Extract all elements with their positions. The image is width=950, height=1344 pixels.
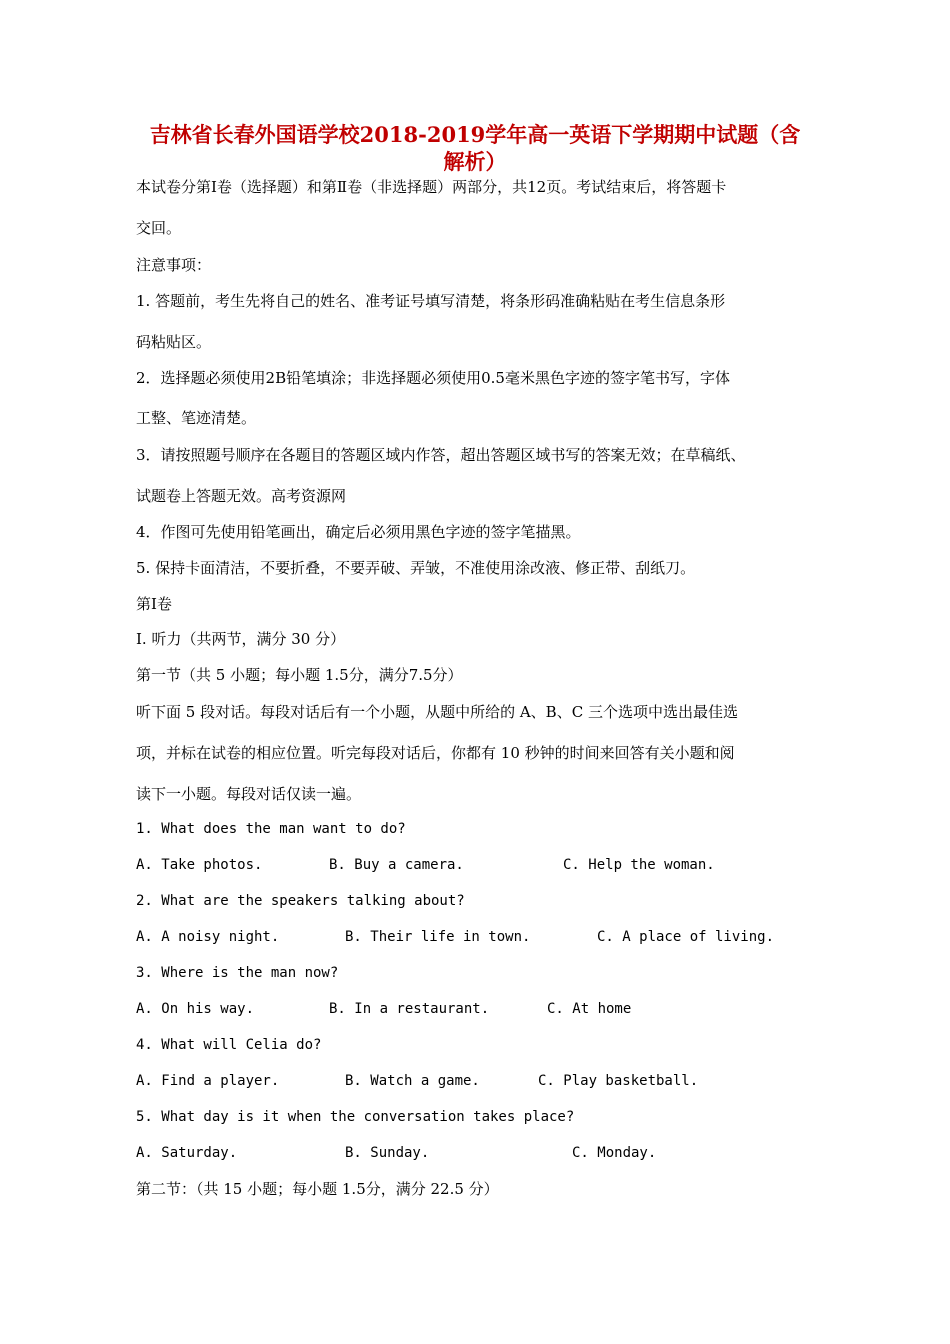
- q2-option-b: B. Their life in town.: [345, 929, 531, 945]
- q1-option-c: C. Help the woman.: [563, 857, 715, 873]
- q5-option-c: C. Monday.: [572, 1145, 657, 1161]
- note-1-line-2: 码粘贴区。: [136, 333, 212, 351]
- note-3-line-1: 3．请按照题号顺序在各题目的答题区域内作答，超出答题区域书写的答案无效；在草稿纸、: [136, 446, 746, 464]
- section-1-heading: 第一节（共 5 小题；每小题 1.5分，满分7.5分）: [136, 666, 463, 684]
- instructions-line-2: 项，并标在试卷的相应位置。听完每段对话后，你都有 10 秒钟的时间来回答有关小题和阅: [136, 744, 735, 762]
- document-title: [136, 121, 814, 175]
- question-3: 3. Where is the man now?: [136, 965, 339, 981]
- q2-option-c: C. A place of living.: [597, 929, 775, 945]
- note-2-line-1: 2．选择题必须使用2B铅笔填涂；非选择题必须使用0.5毫米黑色字迹的签字笔书写，字体: [136, 369, 730, 387]
- q5-option-a: A. Saturday.: [136, 1145, 238, 1161]
- part-1-heading: 第Ⅰ卷: [136, 595, 172, 613]
- intro-line-2: 交回。: [136, 219, 182, 237]
- q3-option-a: A. On his way.: [136, 1001, 255, 1017]
- note-1-line-1: 1. 答题前，考生先将自己的姓名、准考证号填写清楚，将条形码准确粘贴在考生信息条形: [136, 292, 726, 310]
- question-1: 1. What does the man want to do?: [136, 821, 406, 837]
- note-4: 4．作图可先使用铅笔画出，确定后必须用黑色字迹的签字笔描黑。: [136, 523, 581, 541]
- q4-option-a: A. Find a player.: [136, 1073, 280, 1089]
- instructions-line-3: 读下一小题。每段对话仅读一遍。: [136, 785, 362, 803]
- note-2-line-2: 工整、笔迹清楚。: [136, 409, 257, 427]
- q3-option-b: B. In a restaurant.: [329, 1001, 490, 1017]
- section-2-heading: 第二节：（共 15 小题；每小题 1.5分，满分 22.5 分）: [136, 1180, 499, 1198]
- q2-option-a: A. A noisy night.: [136, 929, 280, 945]
- notes-heading: 注意事项：: [136, 256, 212, 274]
- question-2: 2. What are the speakers talking about?: [136, 893, 465, 909]
- q1-option-a: A. Take photos.: [136, 857, 263, 873]
- instructions-line-1: 听下面 5 段对话。每段对话后有一个小题，从题中所给的 A、B、C 三个选项中选出最佳选: [136, 703, 738, 721]
- question-4: 4. What will Celia do?: [136, 1037, 322, 1053]
- question-5: 5. What day is it when the conversation takes place?: [136, 1109, 575, 1125]
- note-3-line-2: 试题卷上答题无效。高考资源网: [136, 487, 347, 505]
- q4-option-b: B. Watch a game.: [345, 1073, 480, 1089]
- q5-option-b: B. Sunday.: [345, 1145, 430, 1161]
- title-line-1: 吉林省长春外国语学校2018-2019学年高一英语下学期期中试题（含: [149, 122, 801, 147]
- q1-option-b: B. Buy a camera.: [329, 857, 464, 873]
- q4-option-c: C. Play basketball.: [538, 1073, 699, 1089]
- q3-option-c: C. At home: [547, 1001, 632, 1017]
- listening-section-heading: I. 听力（共两节，满分 30 分）: [136, 630, 346, 648]
- intro-line-1: 本试卷分第Ⅰ卷（选择题）和第Ⅱ卷（非选择题）两部分，共12页。考试结束后，将答题卡: [136, 178, 727, 196]
- title-line-2: 解析）: [443, 149, 507, 174]
- note-5: 5. 保持卡面清洁，不要折叠，不要弄破、弄皱，不准使用涂改液、修正带、刮纸刀。: [136, 559, 696, 577]
